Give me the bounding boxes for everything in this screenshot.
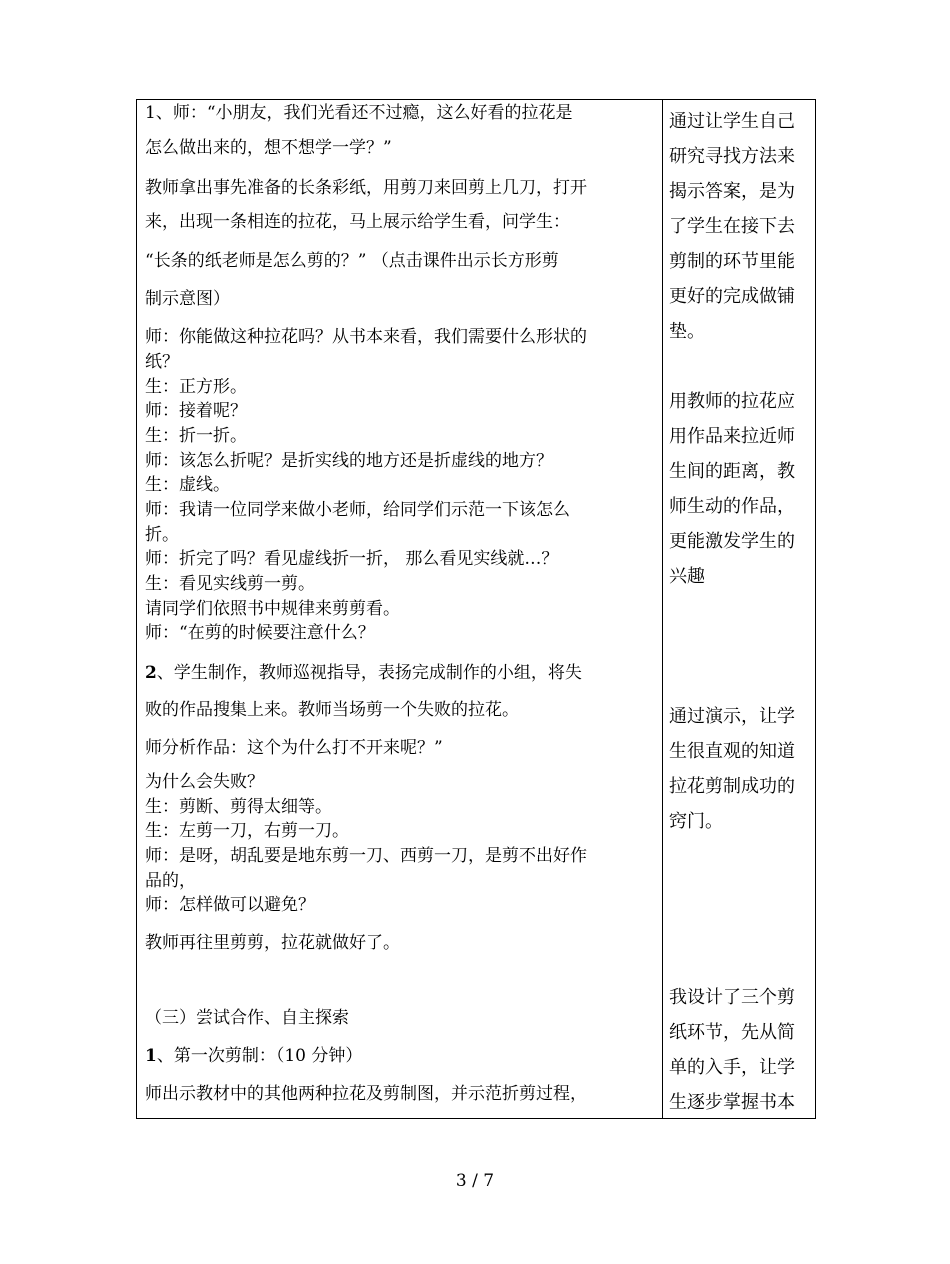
text-line: 生：正方形。 [145, 377, 247, 397]
design-notes-column [669, 100, 811, 1118]
text-line: 1、师：“小朋友，我们光看还不过瘾，这么好看的拉花是 [145, 103, 573, 123]
text-line: 师：你能做这种拉花吗？从书本来看，我们需要什么形状的 [145, 327, 587, 347]
note-line: 垫。 [669, 321, 705, 342]
section-heading: （三）尝试合作、自主探索 [145, 1008, 349, 1028]
note-line: 生间的距离，教 [669, 461, 795, 482]
note-line: 纸环节，先从简 [669, 1022, 795, 1043]
text-line: 怎么做出来的，想不想学一学？” [145, 138, 392, 158]
text-line: 折。 [145, 525, 179, 545]
text-line: 为什么会失败？ [145, 772, 264, 792]
note-line: 兴趣 [669, 566, 705, 587]
text-line: 生：折一折。 [145, 426, 247, 446]
text-line: 败的作品搜集上来。教师当场剪一个失败的拉花。 [145, 700, 519, 720]
text-line: 师出示教材中的其他两种拉花及剪制图，并示范折剪过程， [145, 1084, 587, 1104]
note-line: 揭示答案，是为 [669, 181, 795, 202]
text-line: 1、第一次剪制：（10 分钟） [145, 1046, 363, 1066]
note-line: 拉花剪制成功的 [669, 776, 795, 797]
page-number: 3 / 7 [455, 1171, 495, 1191]
text-line: 师：我请一位同学来做小老师，给同学们示范一下该怎么 [145, 500, 570, 520]
step-number: 1 [145, 103, 156, 123]
note-line: 剪制的环节里能 [669, 251, 795, 272]
text-line: 师：接着呢？ [145, 401, 247, 421]
note-line: 用作品来拉近师 [669, 426, 795, 447]
text-line: 师：是呀，胡乱要是地东剪一刀、西剪一刀，是剪不出好作 [145, 846, 587, 866]
note-line: 研究寻找方法来 [669, 146, 795, 167]
note-line: 生很直观的知道 [669, 741, 795, 762]
text-line: “长条的纸老师是怎么剪的？” （点击课件出示长方形剪 [145, 251, 559, 271]
text-line: 制示意图） [145, 289, 230, 309]
text-line: 生：剪断、剪得太细等。 [145, 797, 332, 817]
text-line: 师：折完了吗？看见虚线折一折， 那么看见实线就…？ [145, 549, 559, 569]
step-number: 2 [145, 663, 157, 683]
note-line: 通过让学生自己 [669, 111, 795, 132]
note-line: 窍门。 [669, 811, 723, 832]
note-line: 师生动的作品， [669, 496, 795, 517]
text-line: 请同学们依照书中规律来剪剪看。 [145, 599, 400, 619]
text-line: 教师再往里剪剪，拉花就做好了。 [145, 933, 400, 953]
text-line: 生：左剪一刀，右剪一刀。 [145, 821, 349, 841]
note-line: 用教师的拉花应 [669, 391, 795, 412]
note-line: 了学生在接下去 [669, 216, 795, 237]
text-line: 师：该怎么折呢？是折实线的地方还是折虚线的地方？ [145, 451, 553, 471]
note-line: 我设计了三个剪 [669, 987, 795, 1008]
text-line: 来，出现一条相连的拉花，马上展示给学生看，问学生： [145, 212, 570, 232]
text-line: 生：虚线。 [145, 475, 230, 495]
text-line: 纸？ [145, 352, 179, 372]
step-number: 1 [145, 1046, 157, 1066]
text-line: 2、学生制作，教师巡视指导，表扬完成制作的小组，将失 [145, 663, 582, 683]
text-line: 生：看见实线剪一剪。 [145, 574, 315, 594]
note-line: 通过演示，让学 [669, 706, 795, 727]
lesson-plan-table [136, 99, 816, 1119]
teaching-process-column [145, 100, 657, 1118]
text-line: 师分析作品：这个为什么打不开来呢？” [145, 738, 443, 758]
text-line: 品的， [145, 871, 196, 891]
text-line: 师：“在剪的时候要注意什么？ [145, 623, 375, 643]
text-line: 教师拿出事先准备的长条彩纸，用剪刀来回剪上几刀，打开 [145, 178, 587, 198]
text-line: 师：怎样做可以避免？ [145, 895, 315, 915]
note-line: 生逐步掌握书本 [669, 1092, 795, 1113]
note-line: 单的入手，让学 [669, 1057, 795, 1078]
note-line: 更能激发学生的 [669, 531, 795, 552]
note-line: 更好的完成做铺 [669, 286, 795, 307]
column-divider [662, 100, 663, 1118]
